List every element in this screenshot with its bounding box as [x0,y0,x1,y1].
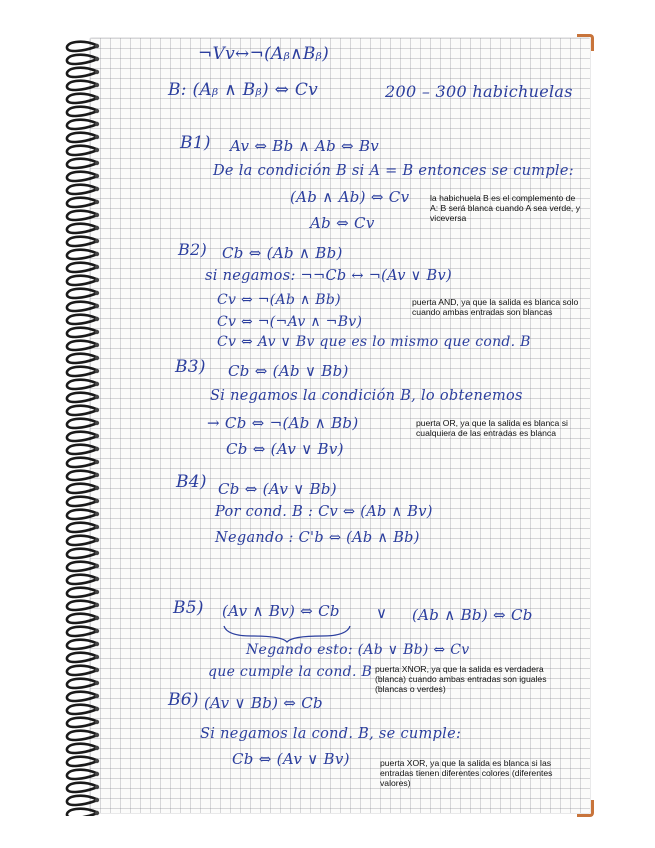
header-title: ¬Vv↔¬(Aᵦ∧Bᵦ) [198,44,330,64]
punch-hole [95,785,99,789]
page-corner-top-right [577,34,594,51]
punch-hole [95,460,99,464]
header-statement: B: (Aᵦ ∧ Bᵦ) ⇔ Cv [168,80,319,100]
punch-hole [95,655,99,659]
spiral-coil [67,497,96,506]
spiral-coil [67,276,96,285]
b5-line3: que cumple la cond. B [208,664,373,680]
spiral-coil [67,744,96,753]
spiral-coil [67,692,96,701]
punch-hole [95,304,99,308]
spiral-coil [67,341,96,350]
b2-line1: Cb ⇔ (Ab ∧ Bb) [222,244,343,262]
spiral-coil [67,354,96,363]
b3-label: B3) [175,357,206,377]
punch-hole [95,681,99,685]
b1-line4: Ab ⇔ Cv [310,214,375,232]
punch-hole [95,44,99,48]
spiral-coil [67,289,96,298]
punch-hole [95,317,99,321]
punch-hole [95,486,99,490]
punch-hole [95,759,99,763]
spiral-coil [67,250,96,259]
spiral-coil [67,627,96,636]
b3-line2: Si negamos la condición B, lo obtenemos [210,388,523,404]
b3-line1: Cb ⇔ (Ab ∨ Bb) [228,362,349,380]
punch-hole [95,226,99,230]
punch-hole [95,668,99,672]
spiral-coil [67,510,96,519]
spiral-coil [67,380,96,389]
spiral-coil [67,770,96,779]
b4-line3: Negando : C'b ⇔ (Ab ∧ Bb) [215,530,420,546]
page-corner-bottom-right [577,800,594,817]
punch-hole [95,382,99,386]
spiral-coil [67,458,96,467]
spiral-coil [67,809,96,816]
punch-hole [95,811,99,815]
b1-line1: Av ⇔ Bb ∧ Ab ⇔ Bv [230,137,380,155]
b2-label: B2) [178,240,208,259]
punch-hole [95,252,99,256]
spiral-coil [67,120,96,129]
b6-label: B6) [168,690,199,710]
spiral-coil [67,471,96,480]
punch-hole [95,512,99,516]
spiral-coil [67,406,96,415]
spiral-coil [67,796,96,805]
spiral-coil [67,328,96,337]
spiral-coil [67,94,96,103]
punch-hole [95,772,99,776]
punch-hole [95,148,99,152]
punch-hole [95,265,99,269]
punch-hole [95,421,99,425]
punch-hole [95,694,99,698]
b4-label: B4) [176,472,207,492]
punch-hole [95,109,99,113]
b2-note: puerta AND, ya que la salida es blanca solo cuando ambas entradas son blancas [412,297,579,317]
b1-note: la habichuela B es el complemento de A: B será blanca cuando A sea verde, y viceversa [430,193,581,223]
punch-hole [95,96,99,100]
spiral-coil [67,783,96,792]
punch-hole [95,187,99,191]
punch-hole [95,174,99,178]
spiral-coil [67,42,96,51]
punch-hole [95,369,99,373]
punch-hole [95,239,99,243]
spiral-coil [67,419,96,428]
punch-hole [95,135,99,139]
spiral-coil [67,68,96,77]
punch-hole [95,551,99,555]
punch-hole [95,590,99,594]
b6-note: puerta XOR, ya que la salida es blanca si las entradas tienen diferentes colores (diferentes valores) [380,758,553,788]
punch-hole [95,278,99,282]
punch-hole [95,330,99,334]
spiral-coil [67,198,96,207]
punch-hole [95,57,99,61]
spiral-coil [67,237,96,246]
spiral-coil [67,133,96,142]
b6-line3: Cb ⇔ (Av ∨ Bv) [232,750,350,768]
spiral-coil [67,211,96,220]
b1-label: B1) [180,133,211,153]
punch-hole [95,213,99,217]
b4-line1: Cb ⇔ (Av ∨ Bb) [218,480,337,498]
spiral-coil [67,55,96,64]
punch-hole [95,83,99,87]
spiral-coil [67,757,96,766]
punch-hole [95,538,99,542]
spiral-coil [67,185,96,194]
b2-line5: Cv ⇔ Av ∨ Bv que es lo mismo que cond. B [217,334,531,350]
b2-line4: Cv ⇔ ¬(¬Av ∧ ¬Bv) [217,314,363,330]
spiral-coil [67,666,96,675]
spiral-coil [67,562,96,571]
punch-hole [95,733,99,737]
punch-hole [95,707,99,711]
punch-hole [95,395,99,399]
punch-hole [95,577,99,581]
spiral-coil [67,302,96,311]
punch-hole [95,200,99,204]
spiral-coil [67,614,96,623]
punch-hole [95,447,99,451]
spiral-coil [67,367,96,376]
spiral-coil [67,159,96,168]
b5-brace [222,624,352,644]
spiral-coil [67,172,96,181]
punch-hole [95,720,99,724]
b4-line2: Por cond. B : Cv ⇔ (Ab ∧ Bv) [215,504,433,520]
b2-line3: Cv ⇔ ¬(Ab ∧ Bb) [217,292,341,308]
punch-hole [95,616,99,620]
punch-hole [95,161,99,165]
punch-hole [95,499,99,503]
punch-hole [95,356,99,360]
spiral-coil [67,224,96,233]
punch-hole [95,603,99,607]
b6-line1: (Av ∨ Bb) ⇔ Cb [204,694,323,712]
punch-hole [95,642,99,646]
punch-hole [95,629,99,633]
spiral-coil [67,549,96,558]
b1-line3: (Ab ∧ Ab) ⇔ Cv [290,188,410,206]
b5-label: B5) [173,598,204,618]
punch-hole [95,122,99,126]
spiral-binding [62,36,102,816]
b1-line2: De la condición B si A = B entonces se cumple: [213,163,574,179]
punch-hole [95,473,99,477]
punch-hole [95,70,99,74]
spiral-coil [67,640,96,649]
spiral-coil [67,679,96,688]
spiral-coil [67,718,96,727]
spiral-coil [67,536,96,545]
spiral-coil [67,393,96,402]
spiral-coil [67,601,96,610]
spiral-coil [67,146,96,155]
spiral-coil [67,81,96,90]
spiral-coil [67,588,96,597]
punch-hole [95,434,99,438]
b5-note: puerta XNOR, ya que la salida es verdadera (blanca) cuando ambas entradas son iguales (blancas o verdes) [375,664,547,694]
spiral-coil [67,432,96,441]
b5-line1c: (Ab ∧ Bb) ⇔ Cb [412,606,533,624]
spiral-coil [67,523,96,532]
punch-hole [95,564,99,568]
spiral-coil [67,575,96,584]
spiral-coil [67,107,96,116]
punch-hole [95,343,99,347]
spiral-coil [67,315,96,324]
b5-line2: Negando esto: (Ab ∨ Bb) ⇔ Cv [246,642,470,658]
spiral-coil [67,731,96,740]
header-range: 200 – 300 habichuelas [385,82,573,101]
spiral-coil [67,263,96,272]
b2-line2: si negamos: ¬¬Cb ↔ ¬(Av ∨ Bv) [205,268,452,284]
b5-or: ∨ [376,604,388,622]
spiral-coil [67,445,96,454]
punch-hole [95,525,99,529]
b6-line2: Si negamos la cond. B, se cumple: [200,726,462,742]
b3-line3: → Cb ⇔ ¬(Ab ∧ Bb) [207,414,359,432]
punch-hole [95,746,99,750]
spiral-coil [67,705,96,714]
b5-line1: (Av ∧ Bv) ⇔ Cb [222,602,340,620]
b3-note: puerta OR, ya que la salida es blanca si cualquiera de las entradas es blanca [416,418,568,438]
b3-line4: Cb ⇔ (Av ∨ Bv) [226,440,344,458]
punch-hole [95,798,99,802]
punch-hole [95,408,99,412]
spiral-coil [67,484,96,493]
punch-hole [95,291,99,295]
spiral-coil [67,653,96,662]
